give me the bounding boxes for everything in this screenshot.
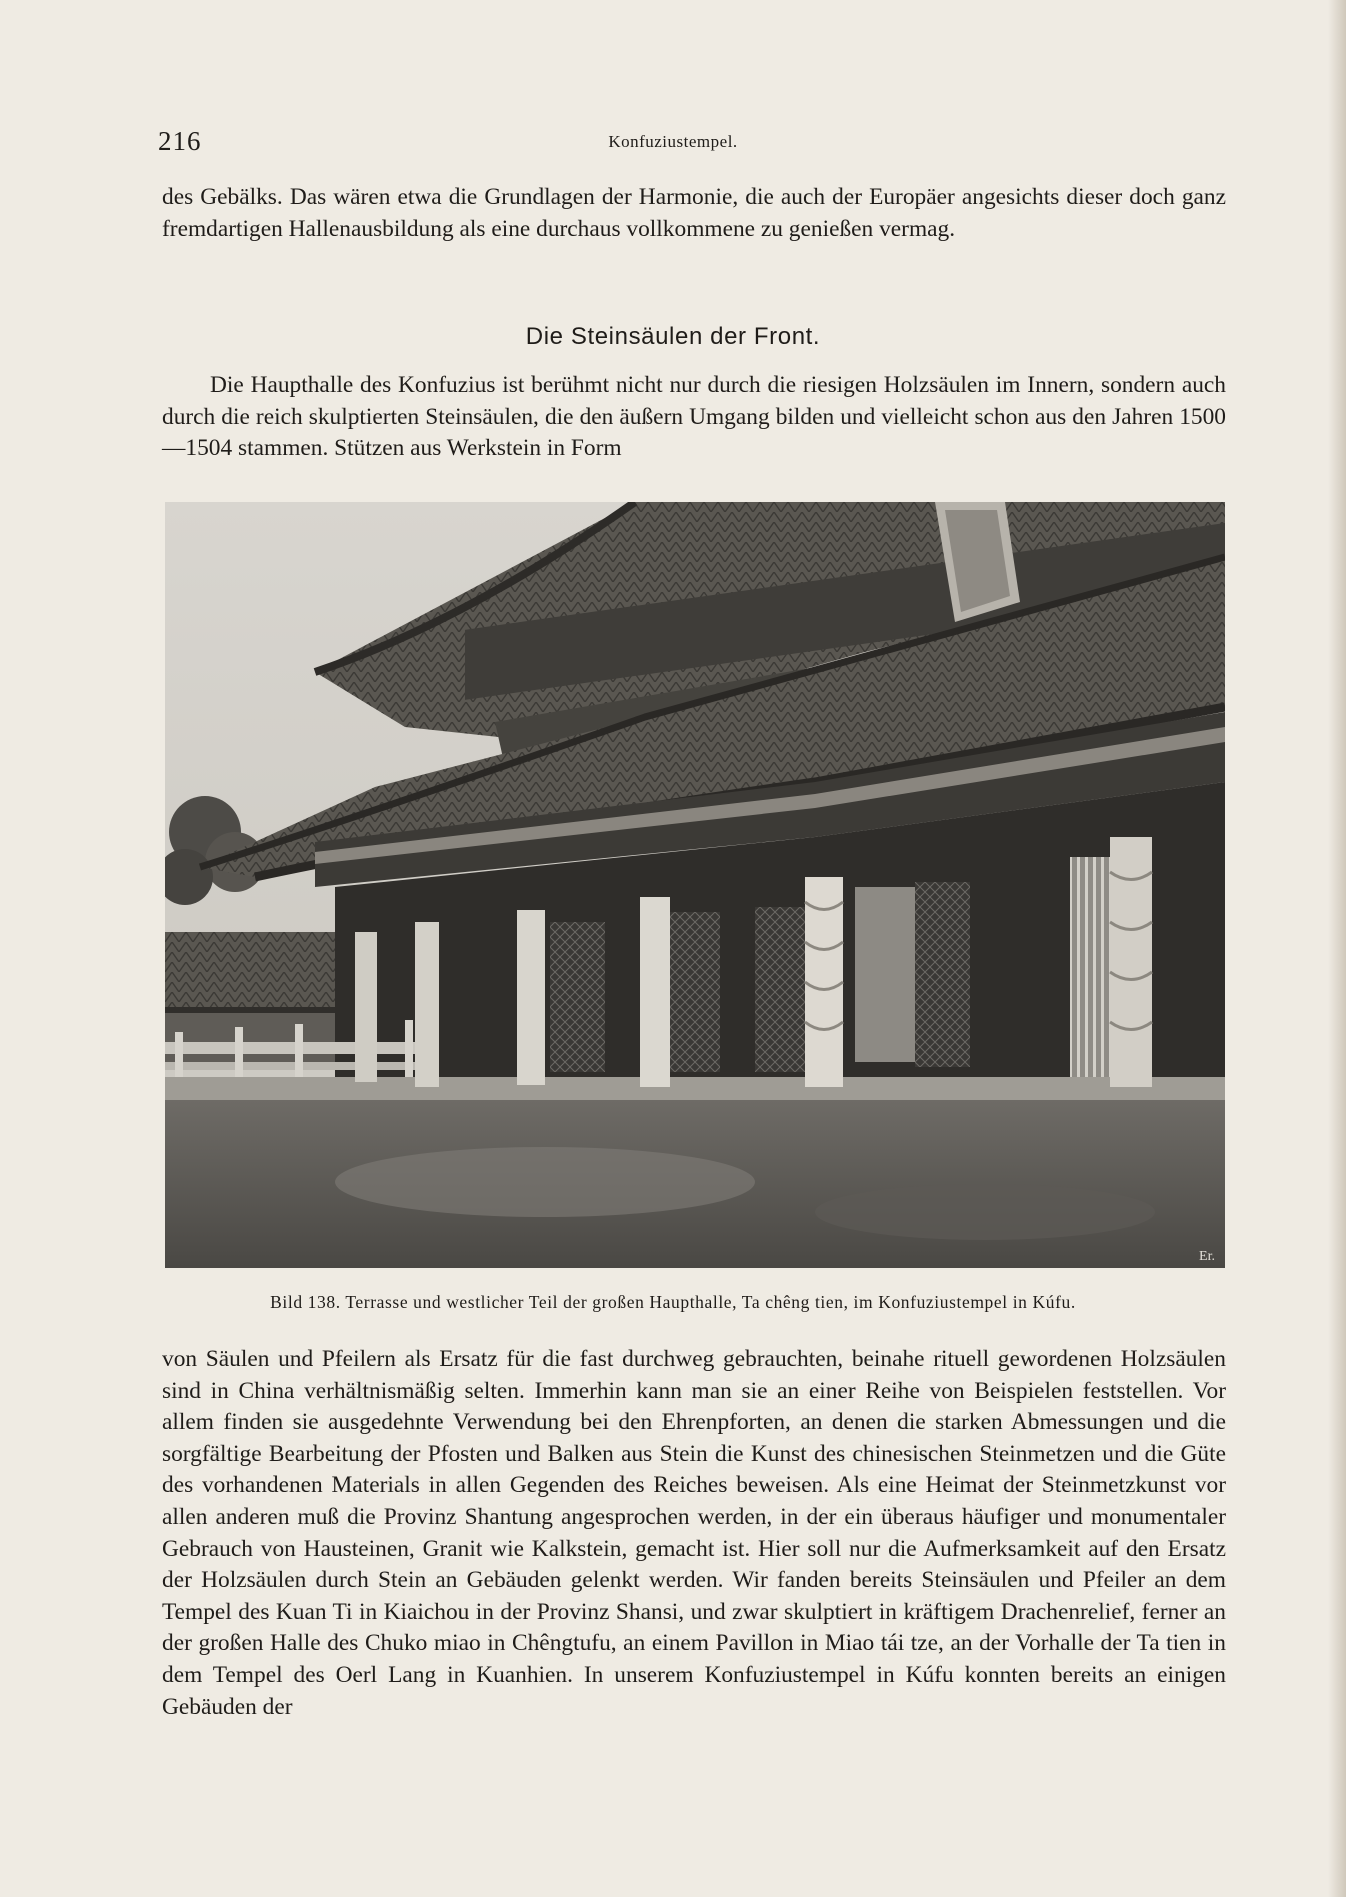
temple-hall-photo [165,502,1225,1268]
paragraph-after-figure: von Säulen und Pfeilern als Ersatz für die fast durchweg gebrauchten, beinahe rituell gewordenen Holzsäulen sind in China verhältnismäßig selten. Immerhin kann man sie an einer Reihe von Beispielen feststellen. Vor allem finden sie ausgedehnte Verwendung bei den Ehrenpforten, an denen die starken Abmessungen und die sorgfältige Bearbeitung der Pfosten und Balken aus Stein die Kunst des chinesischen Steinmetzen und die Güte des vorhandenen Materials in allen Gegenden des Reiches beweisen. Als eine Heimat der Steinmetzkunst vor allen anderen muß die Provinz Shantung angesprochen werden, in der ein überaus häufiger und monumentaler Gebrauch von Hausteinen, Granit wie Kalkstein, gemacht ist. Hier soll nur die Aufmerksamkeit auf den Ersatz der Holzsäulen durch Stein an Gebäuden gelenkt werden. Wir fanden bereits Steinsäulen und Pfeiler an dem Tempel des Kuan Ti in Kiaichou in der Provinz Shansi, und zwar skulptiert in kräftigem Drachenrelief, ferner an der großen Halle des Chuko miao in Chêngtufu, an einem Pavillon in Miao tái tze, an der Vorhalle der Ta tien in dem Tempel des Oerl Lang in Kuanhien. In unserem Konfuziustempel in Kúfu konnten bereits an einigen Gebäuden der [162,1346,1226,1720]
temple-hall-illustration [165,502,1225,1268]
intro-paragraph: des Gebälks. Das wären etwa die Grundlagen der Harmonie, die auch der Europäer angesichts dieser doch ganz fremdartigen Hallenausbildung als eine durchaus vollkommene zu genießen vermag. [162,184,1226,242]
section-heading: Die Steinsäulen der Front. [525,323,821,350]
running-title: Konfuziustempel. [608,132,738,151]
page-number: 216 [158,126,202,156]
paragraph-before-figure: Die Haupthalle des Konfuzius ist berühmt nicht nur durch die riesigen Holzsäulen im Innern, sondern auch durch die reich skulptierten Steinsäulen, die den äußern Umgang bilden und vielleicht schon aus den Jahren 1500—1504 stammen. Stützen aus Werkstein in Form [162,372,1226,462]
photo-mark: Er. [1199,1249,1215,1264]
page-edge [1328,0,1346,1897]
terrace-edge [165,1077,1225,1102]
figure-caption: Bild 138. Terrasse und westlicher Teil der großen Haupthalle, Ta chêng tien, im Konfuziustempel in Kúfu. [270,1292,1076,1312]
